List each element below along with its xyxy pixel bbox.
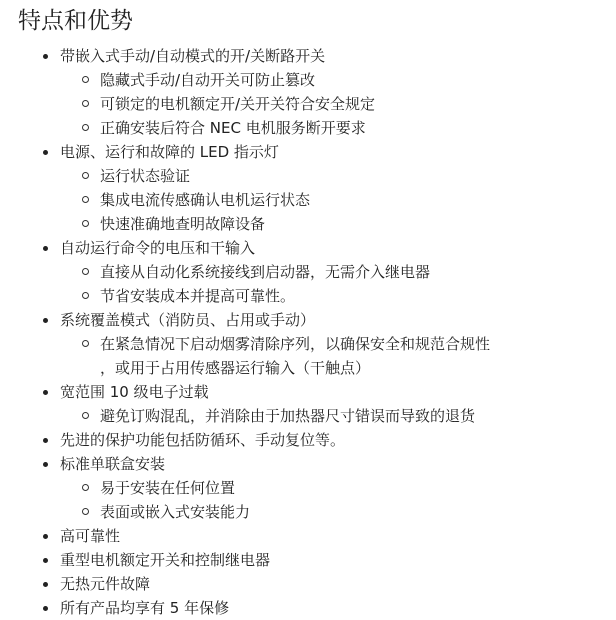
list-item: 重型电机额定开关和控制继电器 [40,548,616,572]
sub-list [60,260,616,308]
list-item: 所有产品均享有 5 年保修 [40,596,616,620]
list-item: 带嵌入式手动/自动模式的开/关断路开关 隐藏式手动/自动开关可防止篡改 可锁定的电机额定开/关开关符合安全规定 正确安装后符合 NEC 电机服务断开要求 [40,44,616,140]
sub-list-item: 直接从自动化系统接线到启动器，无需介入继电器 [80,260,616,284]
list-item: 电源、运行和故障的 LED 指示灯 运行状态验证 集成电流传感确认电机运行状态 快速准确地查明故障设备 [40,140,616,236]
sub-list [60,476,616,524]
list-item: 系统覆盖模式（消防员、占用或手动） 在紧急情况下启动烟雾清除序列，以确保安全和规范合规性 ，或用于占用传感器运行输入（干触点） [40,308,616,380]
sub-list-item: 可锁定的电机额定开/关开关符合安全规定 [80,92,616,116]
sub-list [60,164,616,236]
sub-list-item: 易于安装在任何位置 [80,476,616,500]
list-item: 自动运行命令的电压和干输入 直接从自动化系统接线到启动器，无需介入继电器 节省安装成本并提高可靠性。 [40,236,616,308]
sub-list-item: 快速准确地查明故障设备 [80,212,616,236]
sub-list-item: 表面或嵌入式安装能力 [80,500,616,524]
list-item: 宽范围 10 级电子过载 避免订购混乱，并消除由于加热器尺寸错误而导致的退货 [40,380,616,428]
sub-list [60,404,616,428]
sub-list-item: 运行状态验证 [80,164,616,188]
page-title: 特点和优势 [18,8,133,34]
sub-list-item: 避免订购混乱，并消除由于加热器尺寸错误而导致的退货 [80,404,616,428]
list-item: 先进的保护功能包括防循环、手动复位等。 [40,428,616,452]
sub-list-item: 在紧急情况下启动烟雾清除序列，以确保安全和规范合规性 ，或用于占用传感器运行输入（干触点） [80,332,616,380]
sub-list-item: 隐藏式手动/自动开关可防止篡改 [80,68,616,92]
sub-list-item: 集成电流传感确认电机运行状态 [80,188,616,212]
list-item: 标准单联盒安装 易于安装在任何位置 表面或嵌入式安装能力 [40,452,616,524]
sub-list-item: 正确安装后符合 NEC 电机服务断开要求 [80,116,616,140]
sub-list [60,68,616,140]
list-item: 无热元件故障 [40,572,616,596]
list-item: 高可靠性 [40,524,616,548]
sub-list-item: 节省安装成本并提高可靠性。 [80,284,616,308]
features-list [18,44,616,620]
sub-list [60,332,616,380]
sub-list-item-continuation: ，或用于占用传感器运行输入（干触点） [100,359,371,377]
